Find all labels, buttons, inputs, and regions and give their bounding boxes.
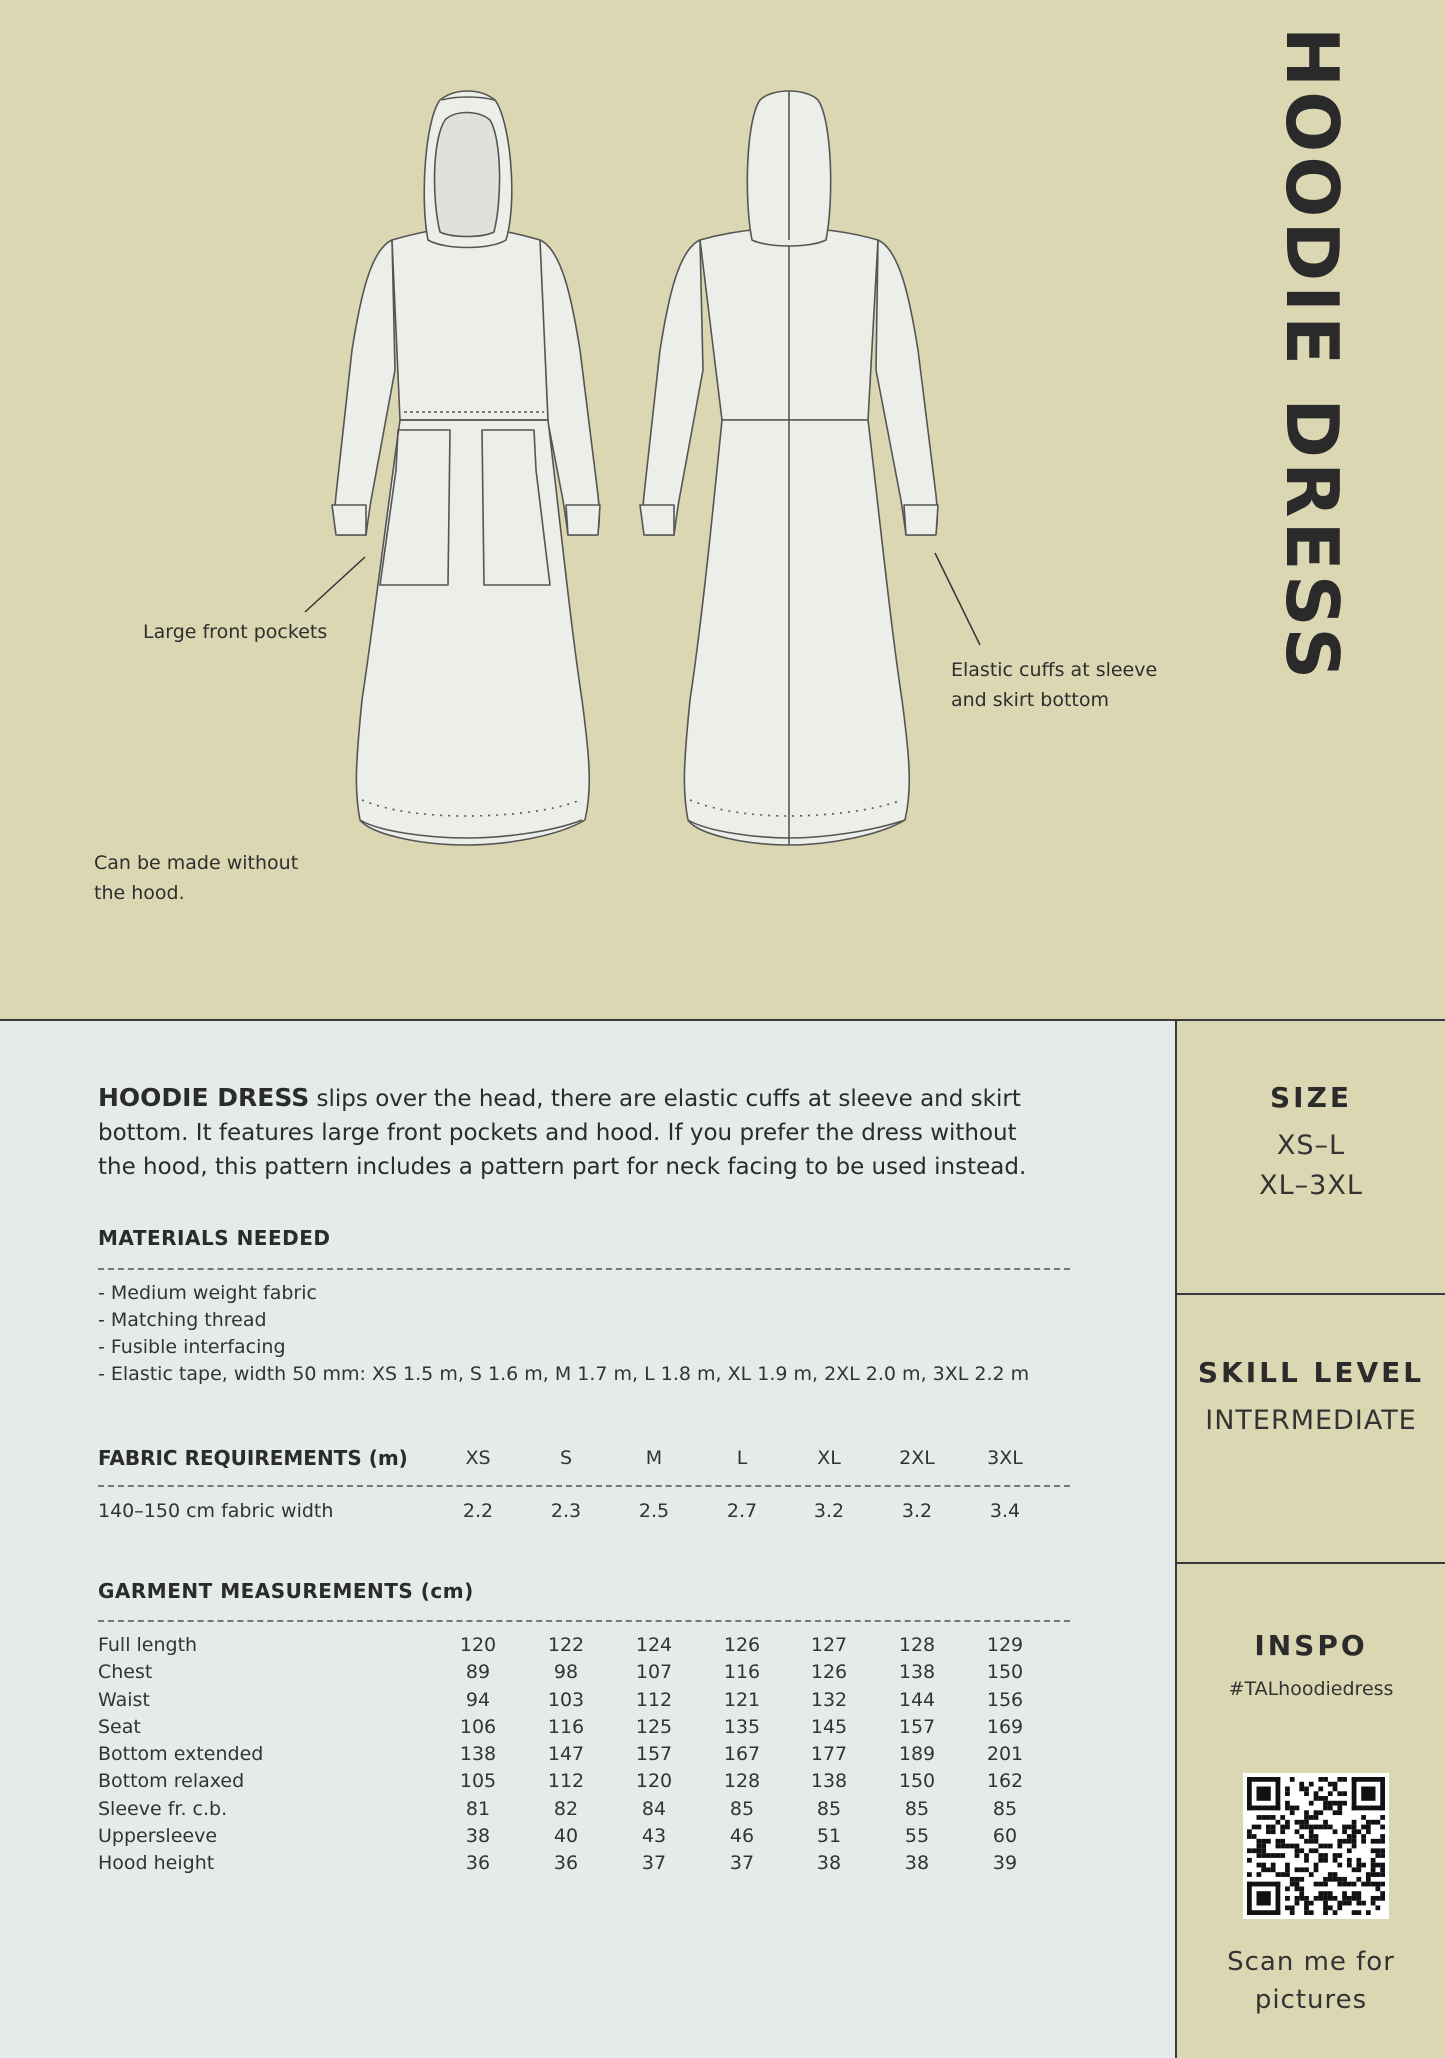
table-cell: 36 bbox=[553, 1852, 579, 1875]
table-cell: 150 bbox=[898, 1770, 936, 1793]
garment-table bbox=[98, 1632, 1078, 1878]
table-cell: 46 bbox=[729, 1825, 755, 1848]
table-cell: 132 bbox=[810, 1688, 848, 1711]
row-label: Bottom relaxed bbox=[98, 1770, 245, 1793]
back-view bbox=[640, 91, 938, 845]
table-cell: 85 bbox=[816, 1797, 842, 1820]
fabric-heading: FABRIC REQUIREMENTS (m) bbox=[98, 1446, 408, 1470]
vertical-title bbox=[1262, 26, 1362, 684]
table-cell: 129 bbox=[986, 1634, 1024, 1656]
table-row bbox=[98, 1687, 1078, 1714]
table-cell: 106 bbox=[459, 1715, 497, 1738]
table-cell: 122 bbox=[547, 1634, 585, 1656]
skill-value: INTERMEDIATE bbox=[1205, 1405, 1417, 1436]
garment-divider bbox=[98, 1620, 1070, 1622]
table-row bbox=[98, 1741, 1078, 1768]
size-header: S bbox=[559, 1447, 573, 1469]
table-cell: 40 bbox=[553, 1825, 579, 1848]
table-row bbox=[98, 1850, 1078, 1877]
fabric-values bbox=[98, 1496, 1078, 1526]
callout-hood: Can be made without the hood. bbox=[94, 852, 299, 904]
table-cell: 138 bbox=[810, 1770, 848, 1793]
size-range: XS–L bbox=[1276, 1130, 1346, 1161]
table-cell: 157 bbox=[635, 1743, 673, 1766]
table-cell: 37 bbox=[641, 1852, 667, 1875]
table-cell: 103 bbox=[547, 1688, 585, 1711]
table-cell: 55 bbox=[904, 1825, 930, 1848]
table-row bbox=[98, 1659, 1078, 1686]
table-cell: 94 bbox=[465, 1688, 491, 1711]
row-label: Uppersleeve bbox=[98, 1825, 218, 1848]
intro-paragraph: HOODIE DRESS slips over the head, there are elastic cuffs at sleeve and skirt bottom. It features large front pockets and hood. If you prefer the dress without the hood, this pattern includes a pattern part for neck facing to be used instead. bbox=[98, 1083, 1027, 1180]
row-label: Bottom extended bbox=[98, 1743, 264, 1766]
table-row bbox=[98, 1768, 1078, 1795]
list-item: - Matching thread bbox=[98, 1309, 267, 1331]
hashtag: #TALhoodiedress bbox=[1228, 1678, 1394, 1700]
skill-heading: SKILL LEVEL bbox=[1197, 1356, 1425, 1389]
size-header: 3XL bbox=[987, 1447, 1023, 1469]
table-cell: 60 bbox=[992, 1825, 1018, 1848]
inspo-heading: INSPO bbox=[1254, 1629, 1368, 1662]
table-cell: 98 bbox=[553, 1661, 579, 1684]
table-cell: 167 bbox=[723, 1743, 761, 1766]
row-label: Hood height bbox=[98, 1852, 215, 1875]
table-cell: 107 bbox=[635, 1661, 673, 1684]
fabric-header-row bbox=[98, 1443, 1078, 1473]
table-cell: 169 bbox=[986, 1715, 1024, 1738]
table-cell: 112 bbox=[635, 1688, 673, 1711]
table-cell: 36 bbox=[465, 1852, 491, 1875]
list-item: - Medium weight fabric bbox=[98, 1282, 317, 1304]
table-cell: 135 bbox=[723, 1715, 761, 1738]
table-cell: 156 bbox=[986, 1688, 1024, 1711]
inspo-section bbox=[1177, 1629, 1445, 1700]
callout-cuffs: Elastic cuffs at sleeve and skirt bottom bbox=[951, 659, 1158, 711]
table-cell: 85 bbox=[729, 1797, 755, 1820]
table-cell: 138 bbox=[459, 1743, 497, 1766]
table-cell: 112 bbox=[547, 1770, 585, 1793]
table-cell: 124 bbox=[635, 1634, 673, 1656]
table-cell: 81 bbox=[465, 1797, 491, 1820]
size-header: M bbox=[645, 1447, 663, 1469]
table-cell: 201 bbox=[986, 1743, 1024, 1766]
garment-heading: GARMENT MEASUREMENTS (cm) bbox=[98, 1579, 474, 1603]
table-cell: 138 bbox=[898, 1661, 936, 1684]
sidebar-divider bbox=[1177, 1562, 1445, 1564]
table-cell: 85 bbox=[904, 1797, 930, 1820]
scan-caption: Scan me for pictures bbox=[1227, 1947, 1395, 2015]
table-cell: 38 bbox=[816, 1852, 842, 1875]
sidebar-divider bbox=[1177, 1293, 1445, 1295]
technical-drawing bbox=[300, 80, 1000, 880]
size-header: XS bbox=[465, 1447, 491, 1469]
list-item: - Fusible interfacing bbox=[98, 1336, 286, 1358]
table-cell: 38 bbox=[904, 1852, 930, 1875]
table-cell: 157 bbox=[898, 1715, 936, 1738]
size-range: XL–3XL bbox=[1259, 1170, 1363, 1201]
callout-pockets: Large front pockets bbox=[143, 621, 328, 643]
materials-list bbox=[98, 1280, 1029, 1388]
table-cell: 145 bbox=[810, 1715, 848, 1738]
table-cell: 120 bbox=[635, 1770, 673, 1793]
table-cell: 85 bbox=[992, 1797, 1018, 1820]
materials-divider bbox=[98, 1268, 1070, 1270]
table-row bbox=[98, 1632, 1078, 1659]
materials-heading: MATERIALS NEEDED bbox=[98, 1226, 331, 1250]
table-cell: 147 bbox=[547, 1743, 585, 1766]
table-cell: 43 bbox=[641, 1825, 667, 1848]
illustration-panel bbox=[0, 0, 1445, 1021]
table-cell: 38 bbox=[465, 1825, 491, 1848]
table-row bbox=[98, 1823, 1078, 1850]
table-row: 140–150 cm fabric width 2.2 2.3 2.5 2.7 3.2 3.2 3.4 bbox=[98, 1500, 1021, 1522]
table-cell: 150 bbox=[986, 1661, 1024, 1684]
row-label: Sleeve fr. c.b. bbox=[98, 1797, 228, 1820]
table-cell: 82 bbox=[553, 1797, 579, 1820]
fabric-table bbox=[98, 1443, 1078, 1473]
table-cell: 37 bbox=[729, 1852, 755, 1875]
table-cell: 126 bbox=[723, 1634, 761, 1656]
list-item: - Elastic tape, width 50 mm: XS 1.5 m, S 1.6 m, M 1.7 m, L 1.8 m, XL 1.9 m, 2XL 2.0 m, 3XL 2.2 m bbox=[98, 1363, 1030, 1385]
skill-section bbox=[1177, 1356, 1445, 1441]
fabric-divider bbox=[98, 1485, 1070, 1487]
front-view bbox=[332, 91, 600, 845]
table-cell: 121 bbox=[723, 1688, 761, 1711]
table-cell: 39 bbox=[992, 1852, 1018, 1875]
table-cell: 126 bbox=[810, 1661, 848, 1684]
table-cell: 144 bbox=[898, 1688, 936, 1711]
row-label: Seat bbox=[98, 1715, 141, 1738]
table-cell: 120 bbox=[459, 1634, 497, 1656]
table-cell: 189 bbox=[898, 1743, 936, 1766]
qr-code[interactable] bbox=[1243, 1773, 1389, 1919]
size-header: 2XL bbox=[899, 1447, 935, 1469]
table-cell: 84 bbox=[641, 1797, 667, 1820]
row-label: Full length bbox=[98, 1634, 198, 1656]
table-cell: 127 bbox=[810, 1634, 848, 1656]
table-cell: 162 bbox=[986, 1770, 1024, 1793]
table-cell: 116 bbox=[723, 1661, 761, 1684]
size-header: XL bbox=[817, 1447, 841, 1469]
table-cell: 128 bbox=[898, 1634, 936, 1656]
table-cell: 125 bbox=[635, 1715, 673, 1738]
title-text: HOODIE DRESS bbox=[1270, 26, 1354, 684]
table-cell: 128 bbox=[723, 1770, 761, 1793]
table-row bbox=[98, 1714, 1078, 1741]
table-cell: 177 bbox=[810, 1743, 848, 1766]
table-cell: 105 bbox=[459, 1770, 497, 1793]
table-cell: 116 bbox=[547, 1715, 585, 1738]
size-heading: SIZE bbox=[1269, 1081, 1352, 1114]
row-label: Waist bbox=[98, 1688, 150, 1711]
sidebar bbox=[1175, 1021, 1445, 2058]
size-section bbox=[1177, 1081, 1445, 1206]
size-header: L bbox=[736, 1447, 748, 1469]
row-label: Chest bbox=[98, 1661, 153, 1684]
table-cell: 51 bbox=[816, 1825, 842, 1848]
table-row bbox=[98, 1796, 1078, 1823]
table-cell: 89 bbox=[465, 1661, 491, 1684]
